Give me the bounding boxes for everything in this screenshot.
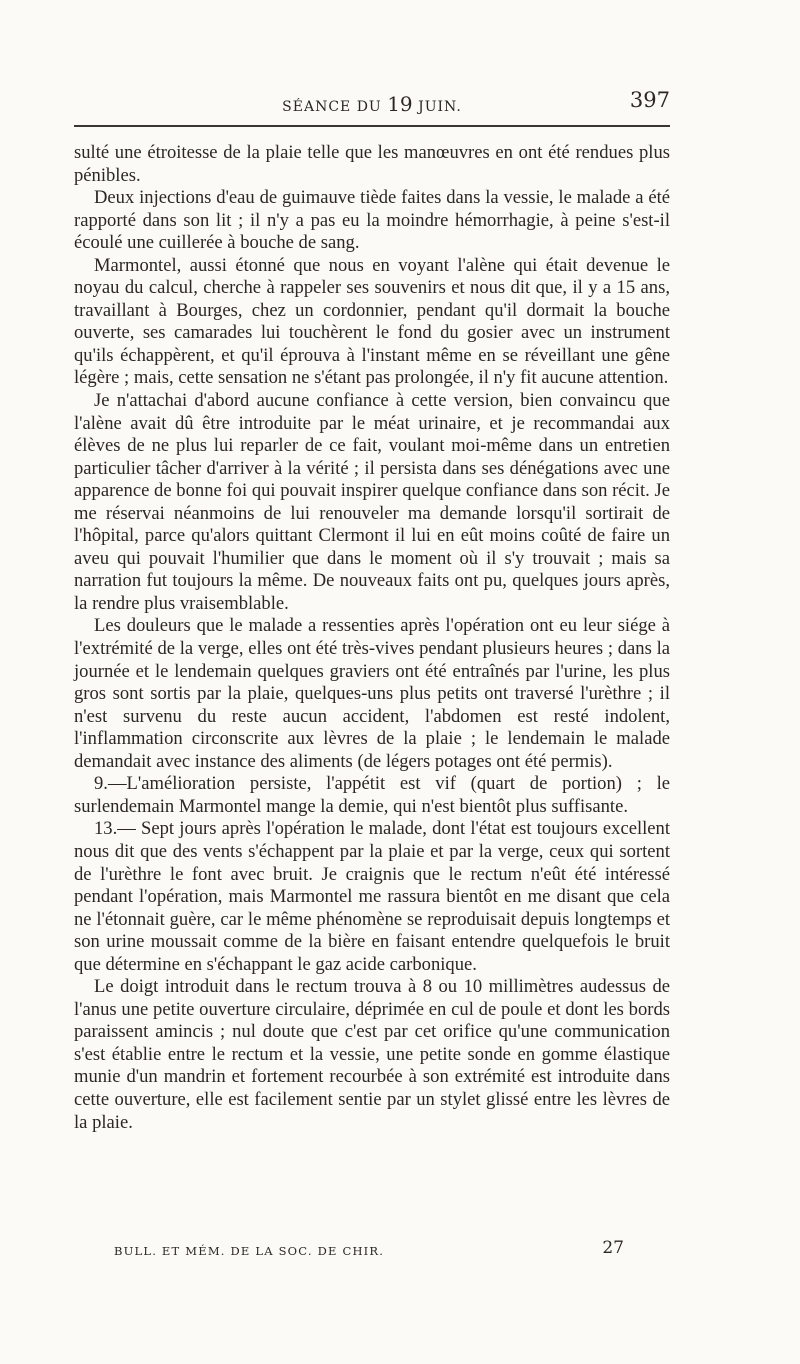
paragraph: sulté une étroitesse de la plaie telle que les manœuvres en ont été rendues plus pénibles. [74,142,670,186]
running-title-prefix: SÉANCE DU [282,99,388,115]
journal-footer: BULL. ET MÉM. DE LA SOC. DE CHIR. [114,1244,385,1258]
paragraph: 13.— Sept jours après l'opération le malade, dont l'état est toujours excellent nous dit que des vents s'échappent par la plaie et par la verge, ceux qui sortent de l'urèthre le font avec bruit. Je craignis que le rectum n'eût été intéressé pendant l'opération, mais Marmontel me rassura bientôt en me disant que cela ne l'étonnait guère, car le même phénomène se reproduisait depuis longtemps et son urine moussait comme de la bière en faisant entendre quelquefois le bruit que détermine en s'échappant le gaz acide carbonique. [74,818,670,975]
page-number: 397 [629,88,670,112]
body-text [74,142,670,1134]
running-title-day: 19 [387,92,413,116]
running-header [74,88,670,118]
signature-mark: 27 [602,1238,624,1258]
running-title [74,92,670,116]
paragraph: Je n'attachai d'abord aucune confiance à cette version, bien convaincu que l'alène avait dû être introduite par le méat urinaire, et je recommandai aux élèves de ne plus lui reparler de ce fait, voulant moi-même dans un entretien particulier tâcher d'arriver à la vérité ; il persista dans ses dénégations avec une apparence de bonne foi qui pouvait inspirer quelque confiance dans son récit. Je me réservai néanmoins de lui renouveler ma demande lorsqu'il sortirait de l'hôpital, parce qu'alors quittant Clermont il lui en eût moins coûté de faire un aveu qui pouvait l'humilier que dans le moment où il s'y trouvait ; mais sa narration fut toujours la même. De nouveaux faits ont pu, quelques jours après, la rendre plus vraisemblable. [74,390,670,614]
paragraph: Marmontel, aussi étonné que nous en voyant l'alène qui était devenue le noyau du calcul, cherche à rappeler ses souvenirs et nous dit que, il y a 15 ans, travaillant à Bourges, chez un cordonnier, pendant qu'il dormait la bouche ouverte, ses camarades lui touchèrent le fond du gosier avec un instrument qu'ils échappèrent, et qu'il éprouva à l'instant même en se réveillant une gêne légère ; mais, cette sensation ne s'étant pas prolongée, il n'y fit aucune attention. [74,254,670,389]
paragraph: Deux injections d'eau de guimauve tiède faites dans la vessie, le malade a été rapporté dans son lit ; il n'y a pas eu la moindre hémorrhagie, à peine s'est-il écoulé une cuillerée à bouche de sang. [74,187,670,254]
running-title-suffix: JUIN. [412,99,462,115]
paragraph: Le doigt introduit dans le rectum trouva à 8 ou 10 millimètres audessus de l'anus une petite ouverture circulaire, déprimée en cul de poule et dont les bords paraissent amincis ; nul doute que c'est par cet orifice qu'une communication s'est établie entre le rectum et la vessie, une petite sonde en gomme élastique munie d'un mandrin et fortement recourbée à son extrémité est introduite dans cette ouverture, elle est facilement sentie par un stylet glissé entre les lèvres de la plaie. [74,976,670,1133]
header-rule [74,125,670,127]
page-footer [114,1238,624,1262]
paragraph: Les douleurs que le malade a ressenties après l'opération ont eu leur siége à l'extrémité de la verge, elles ont été très-vives pendant plusieurs heures ; dans la journée et le lendemain quelques graviers ont été entraînés par l'urine, les plus gros sont sortis par la plaie, quelques-uns plus petits ont traversé l'urèthre ; il n'est survenu du reste aucun accident, l'abdomen est resté indolent, l'inflammation circonscrite aux lèvres de la plaie ; le lendemain le malade demandait avec instance des aliments (de légers potages ont été permis). [74,615,670,772]
paragraph: 9.—L'amélioration persiste, l'appétit est vif (quart de portion) ; le surlendemain Marmontel mange la demie, qui n'est bientôt plus suffisante. [74,773,670,817]
